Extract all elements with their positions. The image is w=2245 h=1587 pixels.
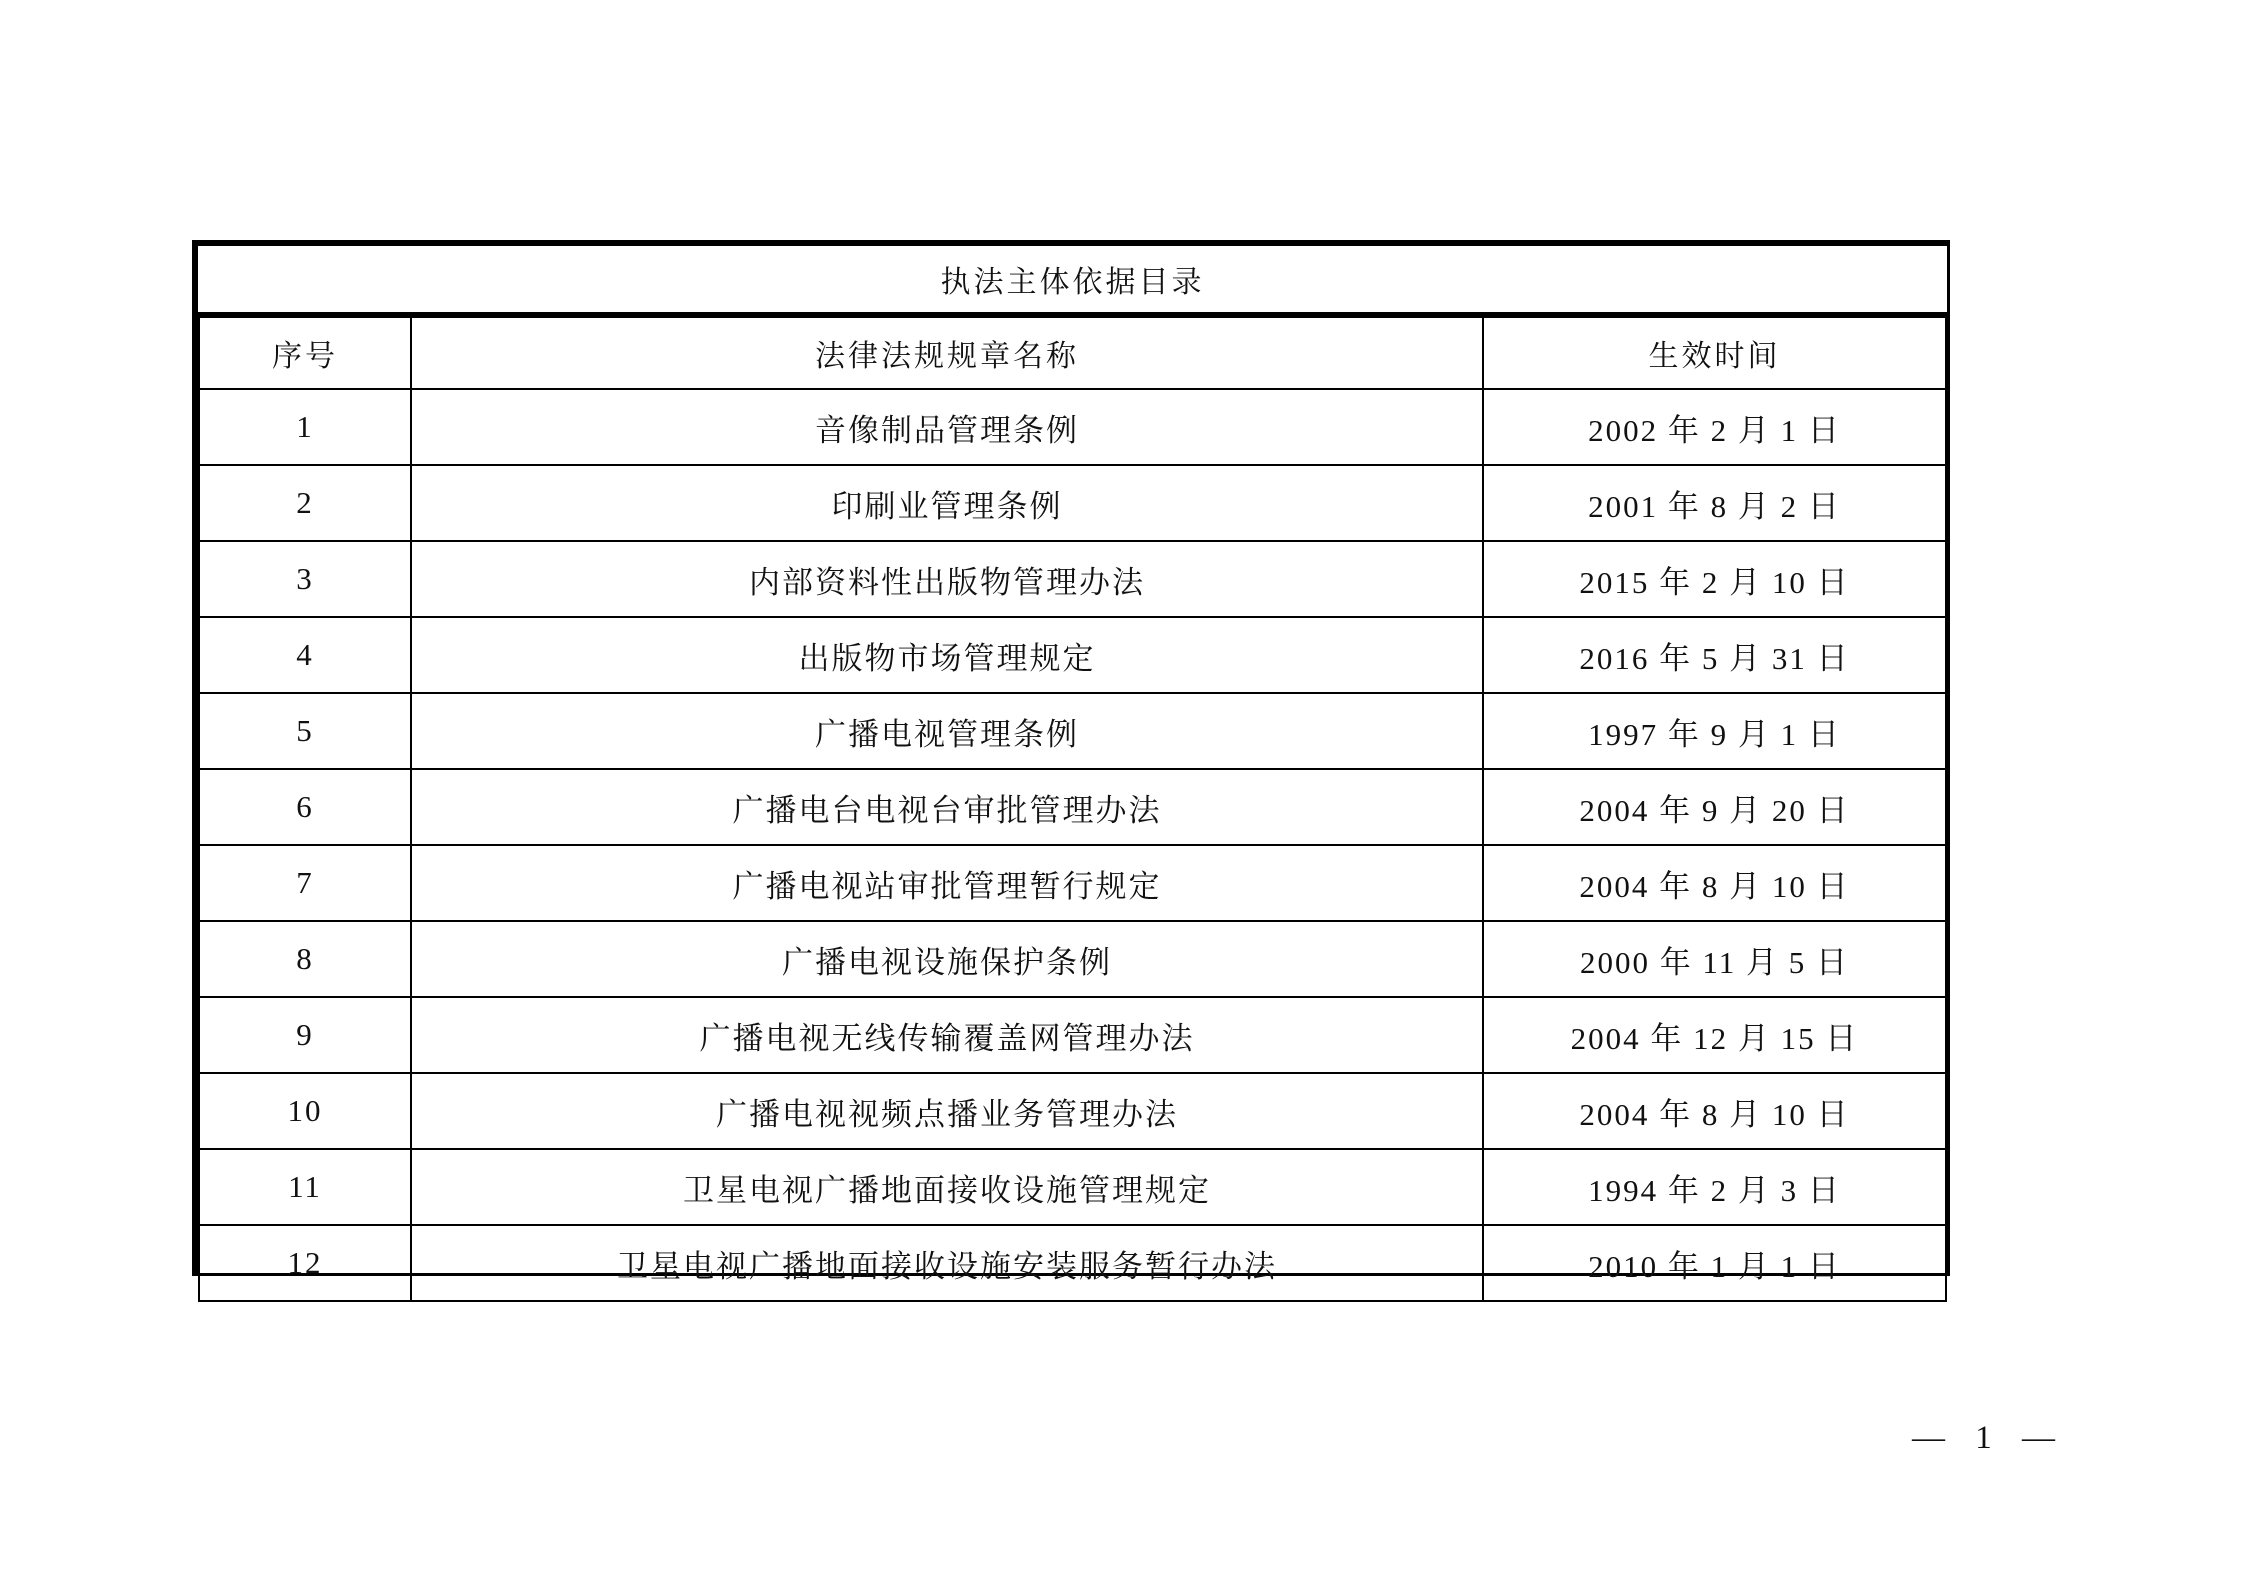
legal-basis-table bbox=[198, 246, 1947, 1302]
cell-serial-number: 11 bbox=[199, 1149, 411, 1225]
cell-serial-number: 3 bbox=[199, 541, 411, 617]
legal-basis-table-frame bbox=[192, 240, 1950, 1284]
cell-effective-date: 2004 年 8 月 10 日 bbox=[1483, 1073, 1946, 1149]
cell-law-name: 卫星电视广播地面接收设施管理规定 bbox=[411, 1149, 1483, 1225]
cell-effective-date: 2000 年 11 月 5 日 bbox=[1483, 921, 1946, 997]
table-row bbox=[199, 617, 1946, 693]
cell-effective-date: 1994 年 2 月 3 日 bbox=[1483, 1149, 1946, 1225]
table-title: 执法主体依据目录 bbox=[199, 246, 1946, 315]
cell-law-name: 印刷业管理条例 bbox=[411, 465, 1483, 541]
cell-serial-number: 12 bbox=[199, 1225, 411, 1301]
cell-effective-date: 2002 年 2 月 1 日 bbox=[1483, 389, 1946, 465]
cell-serial-number: 5 bbox=[199, 693, 411, 769]
cell-serial-number: 1 bbox=[199, 389, 411, 465]
cell-effective-date: 1997 年 9 月 1 日 bbox=[1483, 693, 1946, 769]
cell-serial-number: 7 bbox=[199, 845, 411, 921]
cell-effective-date: 2015 年 2 月 10 日 bbox=[1483, 541, 1946, 617]
header-law-name: 法律法规规章名称 bbox=[411, 315, 1483, 389]
cell-law-name: 广播电视无线传输覆盖网管理办法 bbox=[411, 997, 1483, 1073]
header-effective-date: 生效时间 bbox=[1483, 315, 1946, 389]
cell-law-name: 广播电视站审批管理暂行规定 bbox=[411, 845, 1483, 921]
cell-effective-date: 2016 年 5 月 31 日 bbox=[1483, 617, 1946, 693]
cell-law-name: 广播电视管理条例 bbox=[411, 693, 1483, 769]
cell-effective-date: 2010 年 1 月 1 日 bbox=[1483, 1225, 1946, 1301]
cell-serial-number: 2 bbox=[199, 465, 411, 541]
table-row bbox=[199, 1149, 1946, 1225]
table-row bbox=[199, 1073, 1946, 1149]
table-row bbox=[199, 465, 1946, 541]
table-row bbox=[199, 1225, 1946, 1301]
cell-law-name: 广播电视视频点播业务管理办法 bbox=[411, 1073, 1483, 1149]
table-row bbox=[199, 693, 1946, 769]
cell-effective-date: 2004 年 8 月 10 日 bbox=[1483, 845, 1946, 921]
table-row bbox=[199, 389, 1946, 465]
table-row bbox=[199, 921, 1946, 997]
cell-serial-number: 10 bbox=[199, 1073, 411, 1149]
header-serial-number: 序号 bbox=[199, 315, 411, 389]
cell-law-name: 出版物市场管理规定 bbox=[411, 617, 1483, 693]
cell-law-name: 卫星电视广播地面接收设施安装服务暂行办法 bbox=[411, 1225, 1483, 1301]
page-number: — 1 — bbox=[1912, 1420, 2058, 1456]
cell-effective-date: 2004 年 9 月 20 日 bbox=[1483, 769, 1946, 845]
cell-serial-number: 6 bbox=[199, 769, 411, 845]
table-header-row bbox=[199, 315, 1946, 389]
cell-serial-number: 8 bbox=[199, 921, 411, 997]
table-row bbox=[199, 769, 1946, 845]
cell-law-name: 广播电视设施保护条例 bbox=[411, 921, 1483, 997]
table-row bbox=[199, 541, 1946, 617]
cell-serial-number: 9 bbox=[199, 997, 411, 1073]
table-row bbox=[199, 997, 1946, 1073]
table-title-row bbox=[199, 246, 1946, 315]
cell-law-name: 音像制品管理条例 bbox=[411, 389, 1483, 465]
cell-law-name: 内部资料性出版物管理办法 bbox=[411, 541, 1483, 617]
cell-law-name: 广播电台电视台审批管理办法 bbox=[411, 769, 1483, 845]
cell-effective-date: 2001 年 8 月 2 日 bbox=[1483, 465, 1946, 541]
table-row bbox=[199, 845, 1946, 921]
cell-serial-number: 4 bbox=[199, 617, 411, 693]
cell-effective-date: 2004 年 12 月 15 日 bbox=[1483, 997, 1946, 1073]
